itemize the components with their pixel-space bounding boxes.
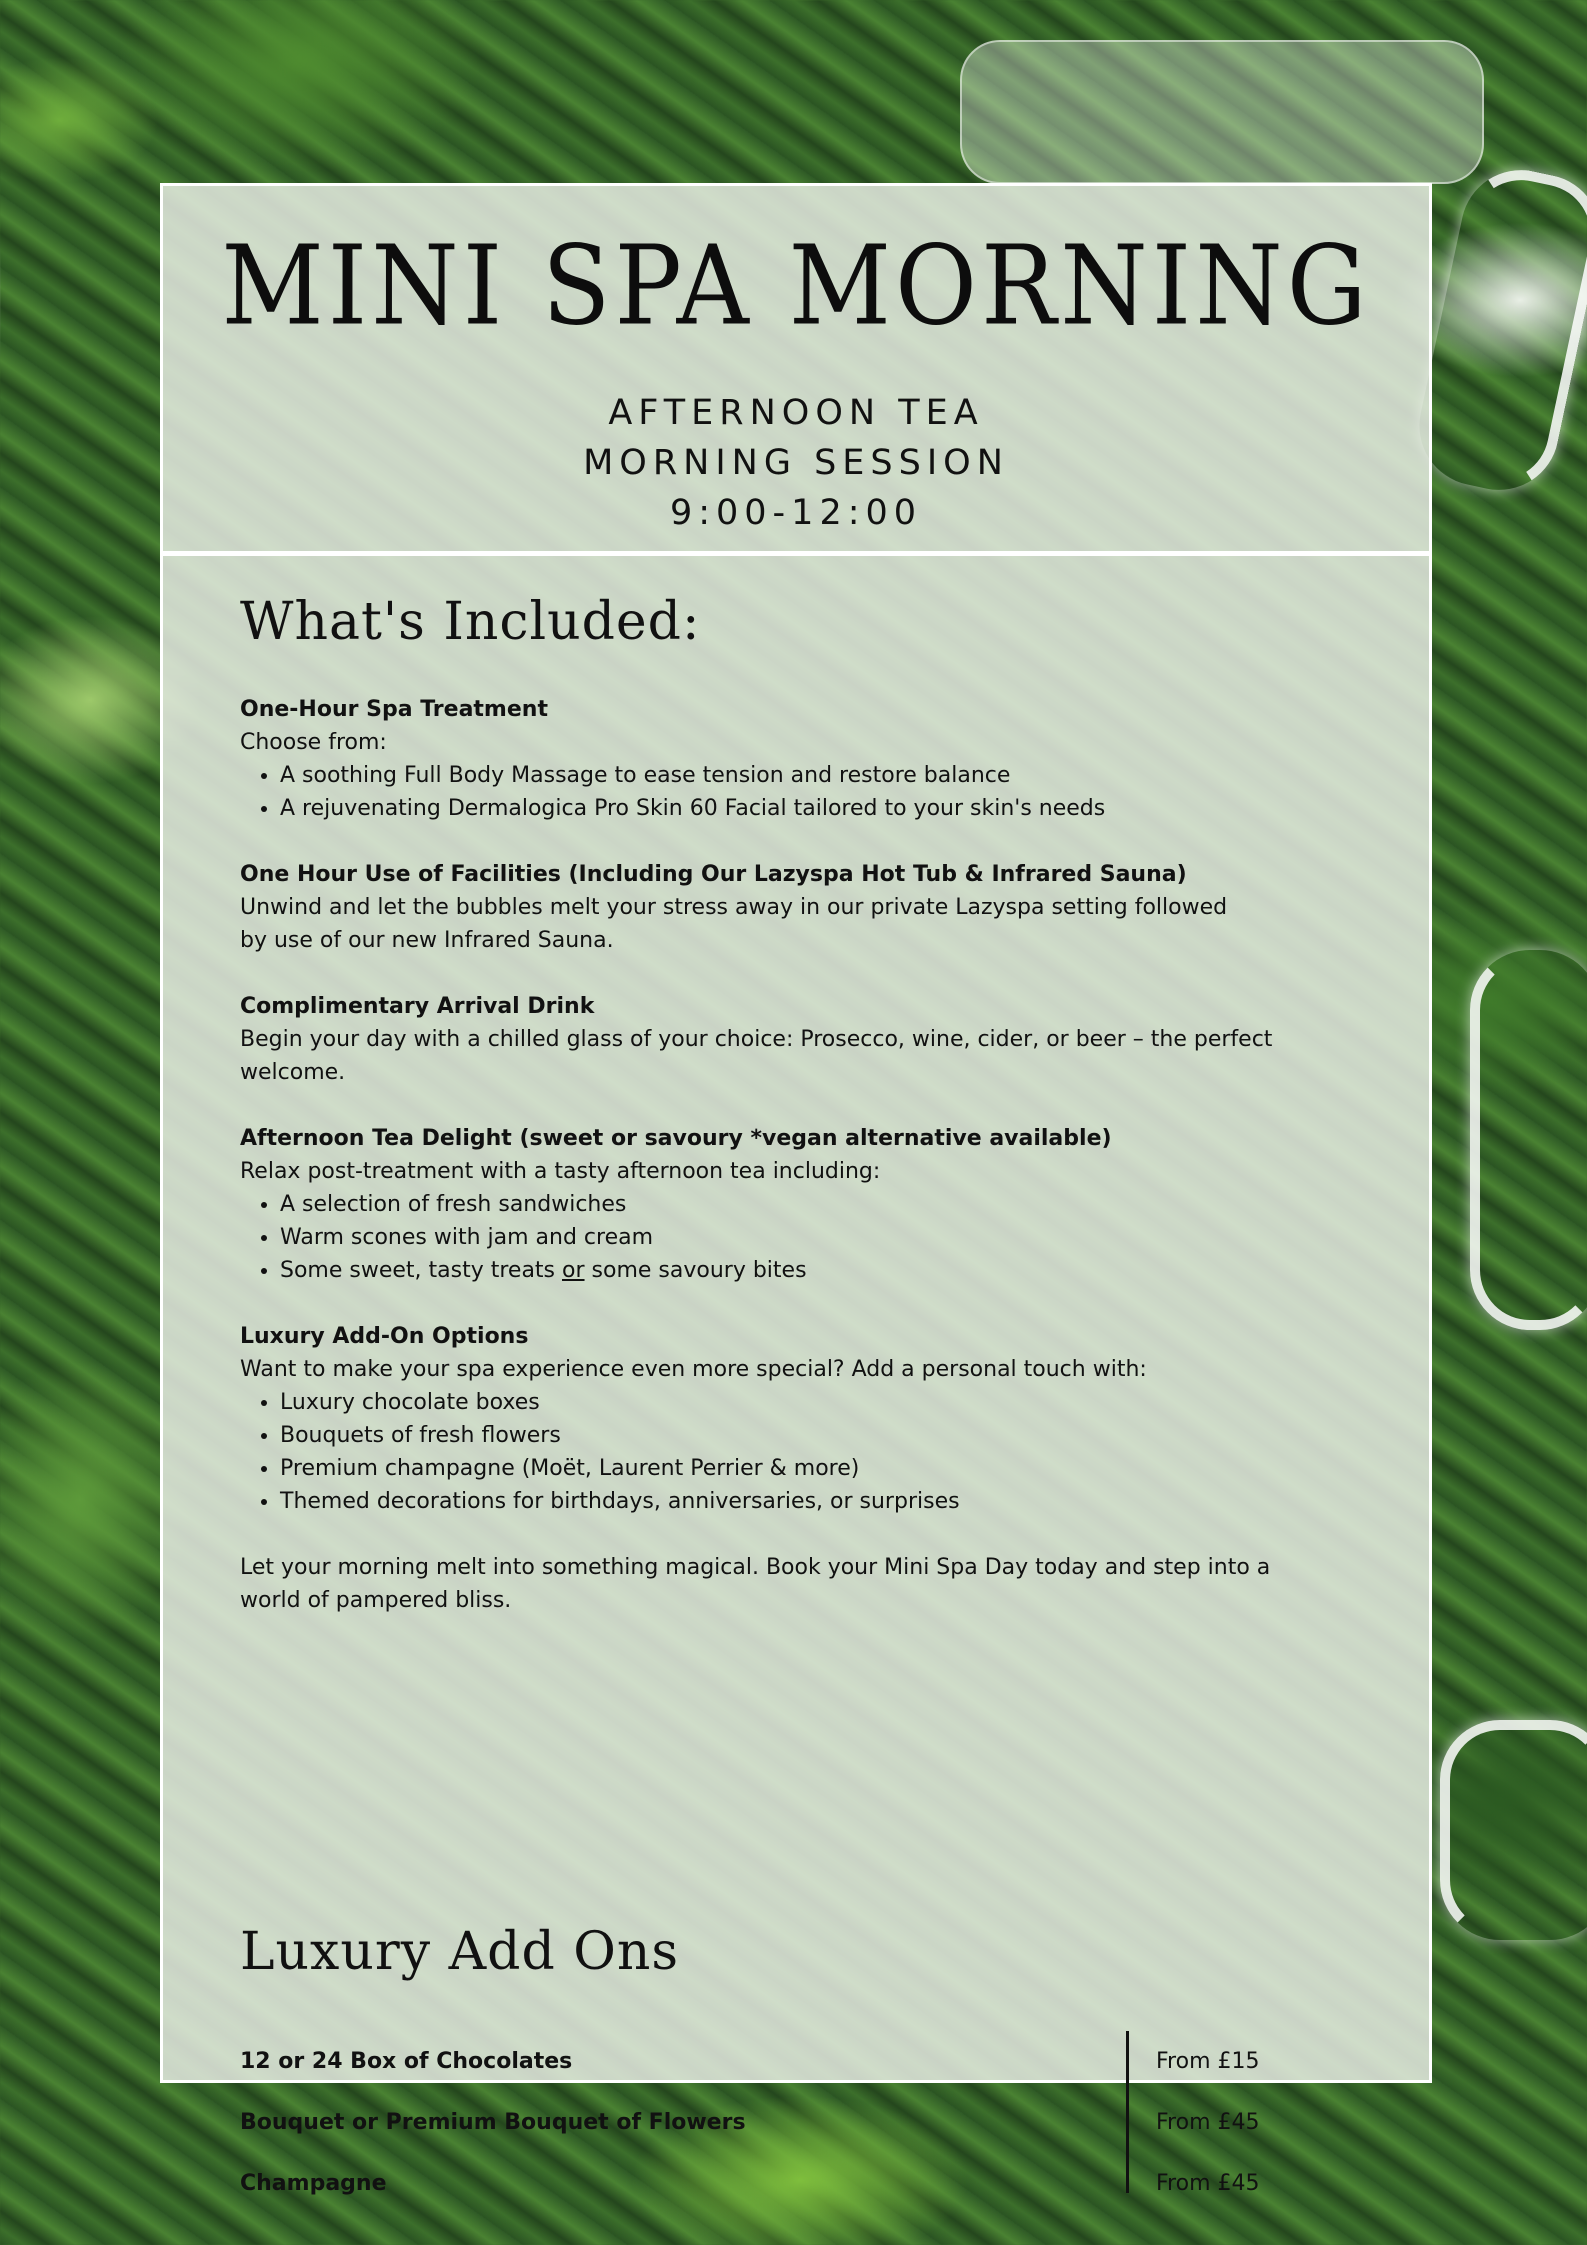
included-item-title: Luxury Add-On Options bbox=[240, 1324, 529, 1350]
page-title: MINI SPA MORNING bbox=[221, 221, 1371, 350]
included-item-title: One Hour Use of Facilities (Including Our Lazyspa Hot Tub & Infrared Sauna) bbox=[240, 862, 1187, 888]
list-item: • Bouquets of fresh flowers bbox=[280, 1419, 1360, 1452]
list-item-text: some savoury bites bbox=[584, 1258, 807, 1284]
addon-price: From £15 bbox=[1156, 2049, 1260, 2074]
table-row bbox=[240, 2092, 1360, 2153]
whats-included-section bbox=[240, 591, 1360, 1617]
list-item: • A soothing Full Body Massage to ease tension and restore balance bbox=[280, 759, 1360, 792]
list-item: • A rejuvenating Dermalogica Pro Skin 60 Facial tailored to your skin's needs bbox=[280, 792, 1360, 825]
included-item-title: Afternoon Tea Delight (sweet or savoury *vegan alternative available) bbox=[240, 1126, 1112, 1152]
addon-name: Bouquet or Premium Bouquet of Flowers bbox=[240, 2110, 746, 2135]
included-item bbox=[240, 1122, 1360, 1287]
bullet-list bbox=[240, 1188, 1360, 1287]
list-item: • Luxury chocolate boxes bbox=[280, 1386, 1360, 1419]
addon-name: 12 or 24 Box of Chocolates bbox=[240, 2049, 573, 2074]
addon-name: Champagne bbox=[240, 2171, 387, 2196]
included-item-text: Want to make your spa experience even more special? Add a personal touch with: bbox=[240, 1357, 1147, 1383]
included-item bbox=[240, 693, 1360, 825]
table-row bbox=[240, 2153, 1360, 2214]
included-item-text: Relax post-treatment with a tasty afternoon tea including: bbox=[240, 1159, 881, 1185]
neon-sign-stroke bbox=[1408, 159, 1587, 501]
list-item: • Premium champagne (Moët, Laurent Perrier & more) bbox=[280, 1452, 1360, 1485]
underlined-word: or bbox=[562, 1258, 585, 1284]
table-row bbox=[240, 2031, 1360, 2092]
addon-price: From £45 bbox=[1156, 2110, 1260, 2135]
included-item bbox=[240, 1320, 1360, 1518]
acrylic-sign-backing bbox=[960, 40, 1484, 184]
included-item-title: Complimentary Arrival Drink bbox=[240, 994, 595, 1020]
session-time: 9:00-12:00 bbox=[669, 493, 923, 533]
menu-panel bbox=[160, 183, 1432, 2196]
included-item-title: One-Hour Spa Treatment bbox=[240, 697, 548, 723]
list-item-text: Some sweet, tasty treats bbox=[280, 1258, 563, 1284]
included-item bbox=[240, 990, 1360, 1089]
subtitle-line: MORNING SESSION bbox=[583, 443, 1009, 483]
list-item: • Warm scones with jam and cream bbox=[280, 1221, 1360, 1254]
menu-header bbox=[163, 186, 1429, 556]
bullet-list bbox=[240, 759, 1360, 825]
subtitle-line: AFTERNOON TEA bbox=[608, 393, 984, 433]
luxury-addons-section bbox=[240, 1921, 1360, 2196]
closing-text: Let your morning melt into something magical. Book your Mini Spa Day today and step into a world of pampered bliss. bbox=[240, 1555, 1271, 1614]
section-heading: Luxury Add Ons bbox=[240, 1922, 680, 1982]
list-item: • A selection of fresh sandwiches bbox=[280, 1188, 1360, 1221]
addons-price-list bbox=[240, 2031, 1360, 2214]
section-heading: What's Included: bbox=[240, 592, 701, 652]
neon-sign-stroke bbox=[1470, 950, 1587, 1330]
addon-price: From £45 bbox=[1156, 2171, 1260, 2196]
included-item-text: Unwind and let the bubbles melt your stress away in our private Lazyspa setting followed by use of our new Infrared Sauna. bbox=[240, 895, 1228, 954]
included-item-text: Choose from: bbox=[240, 730, 387, 756]
included-item bbox=[240, 858, 1360, 957]
included-item-text: Begin your day with a chilled glass of your choice: Prosecco, wine, cider, or beer – the perfect welcome. bbox=[240, 1027, 1273, 1086]
bullet-list bbox=[240, 1386, 1360, 1518]
neon-sign-stroke bbox=[1440, 1720, 1587, 1940]
list-item: • Themed decorations for birthdays, anniversaries, or surprises bbox=[280, 1485, 1360, 1518]
list-item bbox=[280, 1254, 1360, 1287]
